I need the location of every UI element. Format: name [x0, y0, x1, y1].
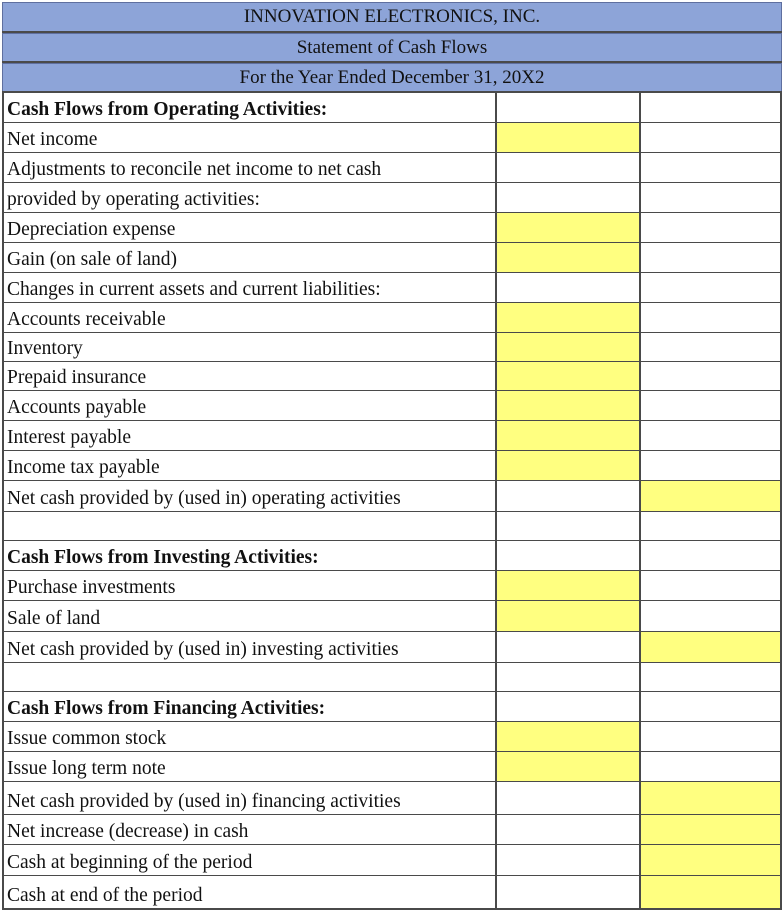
total-amount-cell: [639, 512, 782, 541]
line-item-label: Net cash provided by (used in) financing activities: [7, 791, 401, 812]
statement-row: [0, 421, 784, 451]
line-item-label: Inventory: [7, 338, 83, 359]
row-label-cell: [2, 243, 495, 273]
total-amount-cell: [639, 213, 782, 243]
line-item-label: Gain (on sale of land): [7, 249, 178, 270]
total-amount-cell: [639, 153, 782, 183]
detail-amount-input[interactable]: [495, 303, 639, 333]
detail-amount-cell: [495, 782, 639, 815]
total-amount-input[interactable]: [639, 782, 782, 815]
total-amount-cell: [639, 362, 782, 391]
total-amount-cell: [639, 93, 782, 123]
total-amount-cell: [639, 451, 782, 481]
statement-row: [0, 601, 784, 632]
detail-amount-cell: [495, 93, 639, 123]
section-heading: Cash Flows from Operating Activities:: [7, 99, 328, 120]
statement-row: [0, 541, 784, 571]
line-item-label: Changes in current assets and current liabilities:: [7, 279, 381, 300]
statement-row: [0, 273, 784, 303]
row-label-cell: [2, 123, 495, 153]
detail-amount-cell: [495, 541, 639, 571]
statement-row: [0, 391, 784, 421]
statement-row: [0, 123, 784, 153]
row-label-cell: [2, 722, 495, 752]
detail-amount-input[interactable]: [495, 571, 639, 601]
total-amount-cell: [639, 243, 782, 273]
detail-amount-cell: [495, 481, 639, 512]
row-label-cell: [2, 481, 495, 512]
row-label-cell: [2, 451, 495, 481]
statement-row: [0, 782, 784, 815]
period-header: For the Year Ended December 31, 20X2: [2, 63, 782, 92]
statement-row: [0, 451, 784, 481]
detail-amount-input[interactable]: [495, 362, 639, 391]
detail-amount-input[interactable]: [495, 243, 639, 273]
line-item-label: Cash at end of the period: [7, 885, 203, 906]
statement-row: [0, 481, 784, 512]
line-item-label: Income tax payable: [7, 457, 160, 478]
line-item-label: Adjustments to reconcile net income to net cash: [7, 159, 382, 180]
row-label-cell: [2, 183, 495, 213]
row-label-cell: [2, 333, 495, 362]
total-amount-cell: [639, 692, 782, 722]
section-heading: Cash Flows from Investing Activities:: [7, 547, 319, 568]
row-label-cell: [2, 303, 495, 333]
row-label-cell: [2, 541, 495, 571]
row-label-cell: [2, 571, 495, 601]
statement-row: [0, 93, 784, 123]
row-divider: [2, 908, 782, 910]
total-amount-cell: [639, 541, 782, 571]
total-amount-cell: [639, 123, 782, 153]
row-label-cell: [2, 93, 495, 123]
row-label-cell: [2, 273, 495, 303]
statement-row: [0, 512, 784, 541]
total-amount-cell: [639, 571, 782, 601]
total-amount-cell: [639, 722, 782, 752]
row-label-cell: [2, 876, 495, 909]
total-amount-cell: [639, 421, 782, 451]
row-label-cell: [2, 601, 495, 632]
line-item-label: Net cash provided by (used in) investing activities: [7, 639, 399, 660]
total-amount-cell: [639, 752, 782, 782]
statement-row: [0, 571, 784, 601]
detail-amount-cell: [495, 692, 639, 722]
total-amount-input[interactable]: [639, 845, 782, 876]
row-label-cell: [2, 782, 495, 815]
total-amount-cell: [639, 183, 782, 213]
line-item-label: Purchase investments: [7, 577, 176, 598]
line-item-label: Issue common stock: [7, 728, 167, 749]
statement-row: [0, 243, 784, 273]
detail-amount-cell: [495, 273, 639, 303]
row-label-cell: [2, 663, 495, 692]
row-label-cell: [2, 815, 495, 845]
detail-amount-input[interactable]: [495, 722, 639, 752]
detail-amount-input[interactable]: [495, 123, 639, 153]
statement-title-header: Statement of Cash Flows: [2, 33, 782, 62]
detail-amount-input[interactable]: [495, 213, 639, 243]
total-amount-cell: [639, 391, 782, 421]
line-item-label: provided by operating activities:: [7, 189, 260, 210]
row-label-cell: [2, 421, 495, 451]
detail-amount-cell: [495, 815, 639, 845]
statement-row: [0, 303, 784, 333]
line-item-label: Interest payable: [7, 427, 131, 448]
statement-row: [0, 333, 784, 362]
detail-amount-input[interactable]: [495, 601, 639, 632]
total-amount-cell: [639, 601, 782, 632]
detail-amount-input[interactable]: [495, 451, 639, 481]
detail-amount-cell: [495, 512, 639, 541]
statement-row: [0, 692, 784, 722]
line-item-label: Net increase (decrease) in cash: [7, 821, 249, 842]
line-item-label: Issue long term note: [7, 758, 166, 779]
total-amount-cell: [639, 333, 782, 362]
statement-row: [0, 752, 784, 782]
statement-row: [0, 663, 784, 692]
detail-amount-input[interactable]: [495, 391, 639, 421]
total-amount-input[interactable]: [639, 876, 782, 909]
row-label-cell: [2, 213, 495, 243]
detail-amount-cell: [495, 663, 639, 692]
statement-row: [0, 213, 784, 243]
statement-row: [0, 876, 784, 909]
detail-amount-cell: [495, 876, 639, 909]
detail-amount-input[interactable]: [495, 333, 639, 362]
row-label-cell: [2, 845, 495, 876]
line-item-label: Sale of land: [7, 608, 101, 629]
line-item-label: Net income: [7, 129, 98, 150]
total-amount-cell: [639, 273, 782, 303]
row-label-cell: [2, 512, 495, 541]
total-amount-input[interactable]: [639, 481, 782, 512]
statement-row: [0, 632, 784, 663]
detail-amount-cell: [495, 632, 639, 663]
statement-row: [0, 153, 784, 183]
line-item-label: Prepaid insurance: [7, 367, 147, 388]
statement-row: [0, 362, 784, 391]
row-label-cell: [2, 153, 495, 183]
row-label-cell: [2, 362, 495, 391]
detail-amount-input[interactable]: [495, 752, 639, 782]
row-label-cell: [2, 632, 495, 663]
section-heading: Cash Flows from Financing Activities:: [7, 698, 326, 719]
line-item-label: Accounts payable: [7, 397, 147, 418]
total-amount-input[interactable]: [639, 815, 782, 845]
company-name-header: INNOVATION ELECTRONICS, INC.: [2, 2, 782, 32]
statement-row: [0, 183, 784, 213]
detail-amount-cell: [495, 153, 639, 183]
line-item-label: Net cash provided by (used in) operating activities: [7, 488, 401, 509]
statement-row: [0, 845, 784, 876]
statement-row: [0, 815, 784, 845]
total-amount-cell: [639, 663, 782, 692]
row-label-cell: [2, 752, 495, 782]
total-amount-input[interactable]: [639, 632, 782, 663]
line-item-label: Accounts receivable: [7, 309, 166, 330]
statement-row: [0, 722, 784, 752]
detail-amount-cell: [495, 845, 639, 876]
row-label-cell: [2, 391, 495, 421]
detail-amount-cell: [495, 183, 639, 213]
line-item-label: Cash at beginning of the period: [7, 852, 253, 873]
total-amount-cell: [639, 303, 782, 333]
row-label-cell: [2, 692, 495, 722]
line-item-label: Depreciation expense: [7, 219, 176, 240]
detail-amount-input[interactable]: [495, 421, 639, 451]
